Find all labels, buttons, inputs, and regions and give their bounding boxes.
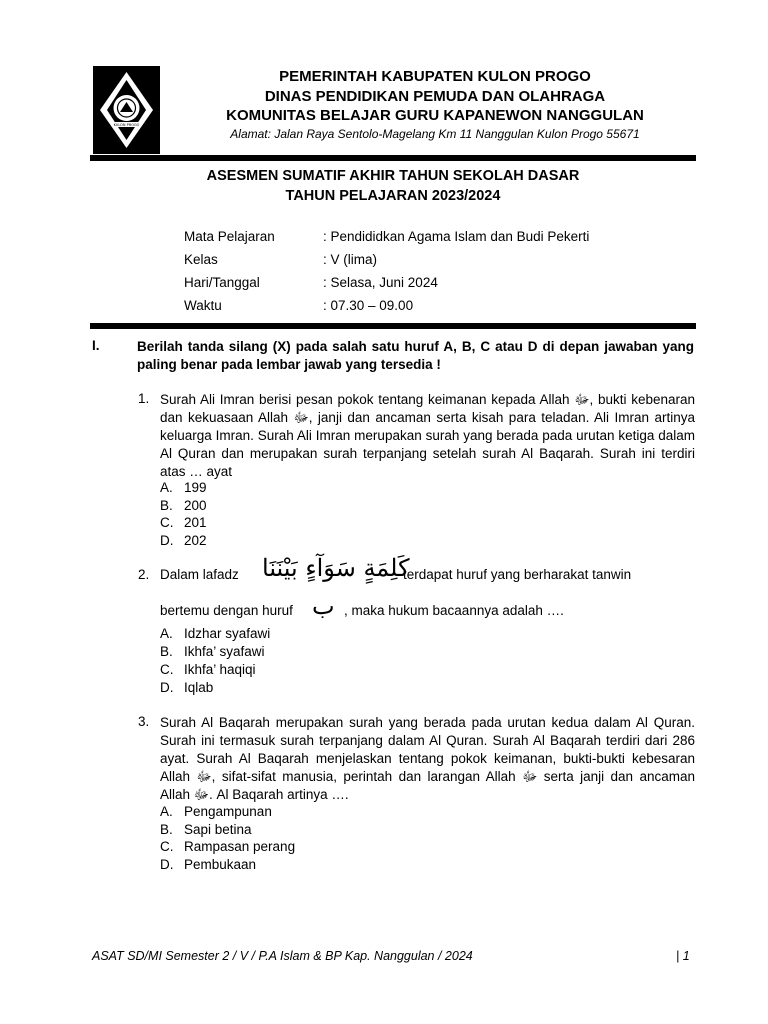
- arabic-phrase: كَلِمَةٍ سَوَآءٍ بَيْنَنَا: [262, 554, 410, 582]
- option-letter: D.: [160, 857, 174, 872]
- exam-title-line-1: ASESMEN SUMATIF AKHIR TAHUN SEKOLAH DASAR: [206, 168, 580, 184]
- kulon-progo-logo: [93, 66, 160, 154]
- info-label-class: Kelas: [184, 252, 218, 267]
- option-letter: D.: [160, 680, 174, 695]
- question-number: 2.: [138, 567, 150, 582]
- question-text: Surah Al Baqarah merupakan surah yang berada pada urutan kedua dalam Al Quran. Surah ini termasuk surah terpanjang dalam Al Quran. Surah Al Baqarah terdiri dari 286 ayat. Surah Al Baqarah menjelaskan tentang pokok keimanan, bukti-bukti kebesaran Allah ﷻ, sifat-sifat manusia, perintah dan larangan Allah ﷻ serta janji dan ancaman Allah ﷻ. Al Baqarah artinya ….: [160, 715, 695, 802]
- info-value-time: : 07.30 – 09.00: [323, 298, 414, 313]
- option-text: Sapi betina: [184, 822, 252, 837]
- option-b[interactable]: [160, 821, 252, 839]
- option-text: Iqlab: [184, 680, 214, 695]
- option-text: Ikhfa’ haqiqi: [184, 662, 256, 677]
- question-text-part-1: Dalam lafadz: [160, 567, 239, 582]
- option-text: 199: [184, 480, 207, 495]
- section-instruction: Berilah tanda silang (X) pada salah satu huruf A, B, C atau D di depan jawaban yang paling benar pada lembar jawab yang tersedia !: [137, 339, 694, 372]
- option-c[interactable]: [160, 838, 295, 856]
- option-c[interactable]: [160, 514, 207, 532]
- option-text: Ikhfa’ syafawi: [184, 644, 265, 659]
- option-b[interactable]: [160, 497, 207, 515]
- option-text: Pengampunan: [184, 804, 272, 819]
- question-number: 1.: [138, 391, 150, 406]
- option-letter: C.: [160, 662, 174, 677]
- option-c[interactable]: [160, 661, 256, 679]
- logo-emblem-icon: [93, 66, 160, 154]
- option-letter: C.: [160, 515, 174, 530]
- header-divider: [90, 155, 696, 161]
- option-text: 201: [184, 515, 207, 530]
- info-divider: [90, 323, 696, 329]
- option-d[interactable]: [160, 532, 207, 550]
- option-a[interactable]: [160, 479, 207, 497]
- option-d[interactable]: [160, 679, 213, 697]
- option-letter: B.: [160, 644, 173, 659]
- option-text: Idzhar syafawi: [184, 626, 271, 641]
- section-number: I.: [92, 338, 100, 353]
- header-line-2: DINAS PENDIDIKAN PEMUDA DAN OLAHRAGA: [264, 88, 606, 105]
- option-a[interactable]: [160, 625, 270, 643]
- question-text: Surah Ali Imran berisi pesan pokok tentang keimanan kepada Allah ﷻ, bukti kebenaran dan kekuasaan Allah ﷻ, janji dan ancaman serta kisah para teladan. Ali Imran artinya keluarga Imran. Surah Ali Imran merupakan surah yang berada pada urutan ketiga dalam Al Quran dan merupakan surah terpanjang setelah surah Al Baqarah. Surah ini terdiri atas … ayat: [160, 392, 695, 479]
- option-letter: D.: [160, 533, 174, 548]
- question-text-part-2: terdapat huruf yang berharakat tanwin: [403, 567, 632, 582]
- option-text: Pembukaan: [184, 857, 257, 872]
- option-letter: A.: [160, 804, 173, 819]
- logo-text: KULON PROGO: [113, 123, 140, 127]
- question-text-part-3: bertemu dengan huruf: [160, 603, 293, 618]
- info-value-subject: : Pendididkan Agama Islam dan Budi Pekerti: [323, 229, 590, 244]
- option-text: Rampasan perang: [184, 839, 296, 854]
- header-line-1: PEMERINTAH KABUPATEN KULON PROGO: [279, 68, 591, 85]
- option-text: 200: [184, 498, 207, 513]
- arabic-letter: ب: [312, 592, 335, 620]
- question-number: 3.: [138, 714, 150, 729]
- page-footer: ASAT SD/MI Semester 2 / V / P.A Islam & BP Kap. Nanggulan / 2024: [92, 949, 473, 963]
- option-b[interactable]: [160, 643, 265, 661]
- info-value-class: : V (lima): [323, 252, 377, 267]
- option-letter: A.: [160, 626, 173, 641]
- exam-title-line-2: TAHUN PELAJARAN 2023/2024: [285, 188, 501, 204]
- info-label-date: Hari/Tanggal: [184, 275, 260, 290]
- option-text: 202: [184, 533, 207, 548]
- option-d[interactable]: [160, 856, 256, 874]
- option-a[interactable]: [160, 803, 272, 821]
- info-label-time: Waktu: [184, 298, 222, 313]
- question-text-part-4: , maka hukum bacaannya adalah ….: [344, 603, 564, 618]
- page-number: | 1: [676, 949, 690, 963]
- option-letter: B.: [160, 822, 173, 837]
- option-letter: A.: [160, 480, 173, 495]
- option-letter: C.: [160, 839, 174, 854]
- header-address: Alamat: Jalan Raya Sentolo-Magelang Km 11 Nanggulan Kulon Progo 55671: [230, 127, 640, 141]
- info-label-subject: Mata Pelajaran: [184, 229, 275, 244]
- option-letter: B.: [160, 498, 173, 513]
- header-line-3: KOMUNITAS BELAJAR GURU KAPANEWON NANGGULAN: [226, 107, 644, 124]
- info-value-date: : Selasa, Juni 2024: [323, 275, 438, 290]
